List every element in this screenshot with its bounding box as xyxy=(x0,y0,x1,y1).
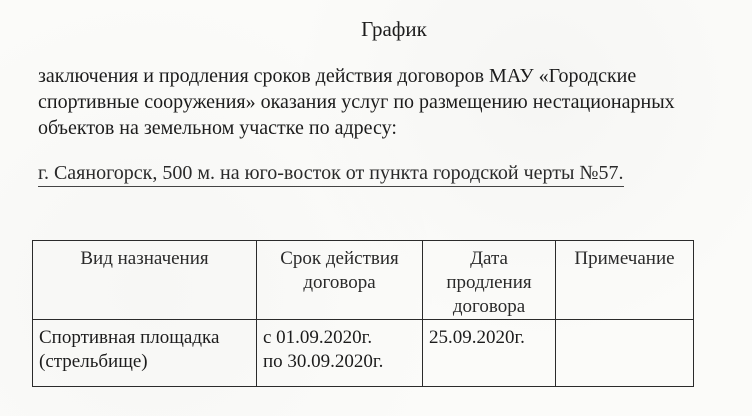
table-row xyxy=(33,320,694,387)
header-contract-term xyxy=(257,241,423,320)
address-line: г. Саяногорск, 500 м. на юго-восток от пункта городской черты №57. xyxy=(38,161,624,187)
cell-text: по 30.09.2020г. xyxy=(263,351,384,372)
header-text: Примечание xyxy=(574,248,675,269)
intro-line: спортивные сооружения» оказания услуг по размещению нестационарных xyxy=(38,91,675,113)
header-text: Вид назначения xyxy=(80,248,209,269)
header-text: продления xyxy=(446,272,532,293)
table-header-row xyxy=(33,241,694,320)
schedule-table xyxy=(32,240,694,387)
cell-text: 25.09.2020г. xyxy=(429,327,525,348)
cell-text: (стрельбище) xyxy=(39,351,148,372)
cell-text: Спортивная площадка xyxy=(39,327,220,348)
cell-note xyxy=(556,320,694,387)
header-text: Срок действия xyxy=(280,248,399,269)
cell-extension-date xyxy=(423,320,556,387)
header-text: договора xyxy=(303,272,376,293)
header-text: договора xyxy=(452,296,526,317)
header-purpose xyxy=(33,241,257,320)
header-note xyxy=(556,241,694,320)
intro-paragraph xyxy=(38,63,738,141)
cell-purpose xyxy=(33,320,257,387)
header-text: Дата xyxy=(470,248,508,269)
intro-line: заключения и продления сроков действия договоров МАУ «Городские xyxy=(38,65,637,87)
header-extension-date xyxy=(423,241,556,320)
cell-contract-term xyxy=(257,320,423,387)
cell-text: с 01.09.2020г. xyxy=(263,327,373,348)
document-title: График xyxy=(361,17,427,41)
intro-line: объектов на земельном участке по адресу: xyxy=(38,117,397,139)
